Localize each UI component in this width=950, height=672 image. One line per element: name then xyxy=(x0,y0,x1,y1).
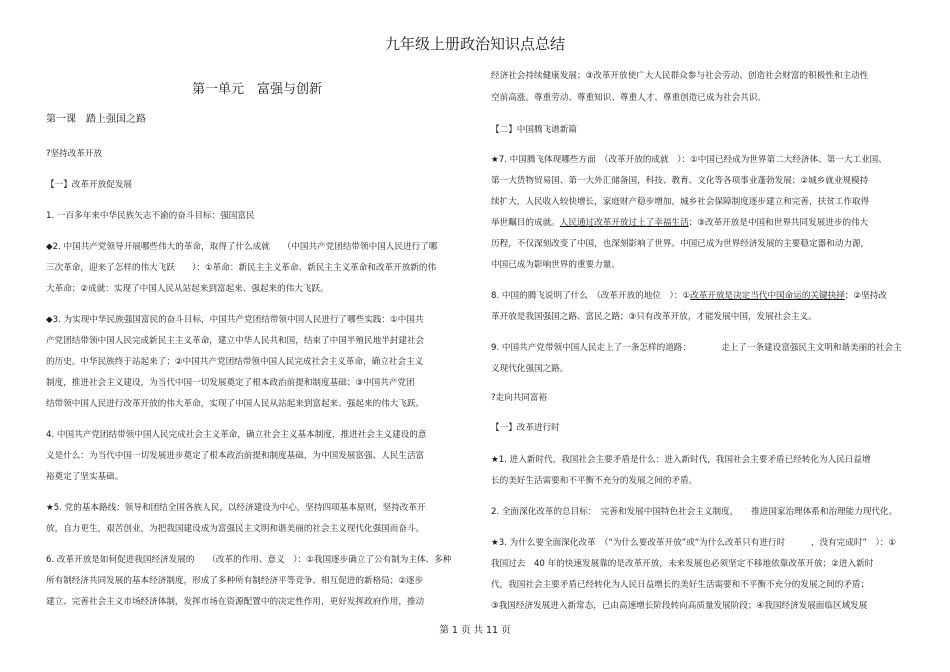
paragraph-line: 历程，不仅深刻改变了中国，也深刻影响了世界。中国已成为世界经济发展的主要稳定器和动力源， xyxy=(491,239,870,249)
paragraph-line: 的历史。中华民族终于站起来了；②中国共产党团结带领中国人民完成社会主义革命，确立社会主义 xyxy=(46,357,424,367)
line-text: 8. 中国的腾飞说明了什么 （改革开放的地位 ）：① xyxy=(491,291,691,301)
paragraph-line: 三次革命，迎来了怎样的伟大飞跃 ）：①革命：新民主主义革命、新民主主义革命和改革开放新的伟 xyxy=(46,263,437,273)
paragraph-line: 2. 全面深化改革的总目标： 完善和发展中国特色社会主义制度， 推进国家治理体系和治理能力现代化。 xyxy=(491,507,898,517)
paragraph-line: ★1. 进入新时代，我国社会主要矛盾是什么：进入新时代，我国社会主要矛盾已经转化为人民日益增 xyxy=(491,455,871,465)
underlined-text: 人民通过改革开放过上了幸福生活 xyxy=(559,218,689,228)
paragraph-line: ★3. 为什么要全面深化改革 （“为什么要改革开放”或“为什么改革只有进行时 ，没有完成时” ）：① xyxy=(491,538,897,548)
paragraph-line: 中国已成为影响世界的重要力量。 xyxy=(491,260,620,270)
line-text: ；②坚持改 xyxy=(844,291,887,301)
paragraph-line: 大革命；②成就：实现了中国人民从站起来到富起来、强起来的伟大飞跃。 xyxy=(46,284,329,294)
paragraph-line: 第一大货物贸易国、第一大外汇储备国，科技、教育、文化等各项事业蓬勃发展；②城乡就业规模持 xyxy=(491,176,869,186)
paragraph-line: 建立、完善社会主义市场经济体制，发挥市场在资源配置中的决定性作用，更好发挥政府作用，推动 xyxy=(46,597,425,607)
paragraph-line: 9. 中国共产党带领中国人民走上了一条怎样的道路： 走上了一条建设富强民主文明和谐美丽的社会主 xyxy=(491,343,902,353)
unit-title: 第一单元 富强与创新 xyxy=(192,82,323,97)
paragraph-line: ◆3. 为实现中华民族强国富民的奋斗目标，中国共产党团结带领中国人民进行了哪些实践：①中国共 xyxy=(46,315,424,325)
paragraph-line: 制度，推进社会主义建设，为当代中国一切发展奠定了根本政治前提和制度基础；③中国共产党团 xyxy=(46,378,415,388)
paragraph-line: 裕奠定了坚实基础。 xyxy=(46,472,124,482)
underlined-text: 改革开放是决定当代中国命运的关键抉择 xyxy=(690,291,845,301)
paragraph-line: 长的美好生活需要和不平衡不充分的发展之间的矛盾。 xyxy=(491,476,698,486)
paragraph-line: 所有制经济共同发展的基本经济制度，形成了多种所有制经济平等竞争、相互促进的新格局；②逐步 xyxy=(46,576,424,586)
paragraph-line: ★7. 中国腾飞体现哪些方面 （改革开放的成就 ）：①中国已经成为世界第二大经济体、第一大工业国、 xyxy=(491,155,887,165)
document-title: 九年级上册政治知识点总结 xyxy=(384,35,565,53)
paragraph-line: 义是什么：为当代中国一切发展进步奠定了根本政治前提和制度基础，为中国发展富强、人民生活富 xyxy=(46,451,425,461)
paragraph-line: 空前高涨。尊重劳动、尊重知识、尊重人才、尊重创造已成为社会共识。 xyxy=(491,93,767,103)
section-heading: ?走向共同富裕 xyxy=(491,393,548,403)
paragraph-line: 4. 中国共产党团结带领中国人民完成社会主义革命，确立社会主义基本制度，推进社会主义建设的意 xyxy=(46,430,427,440)
paragraph-line: 我国过去 40 年的快速发展靠的是改革开放，未来发展也必须坚定不移地依靠改革开放；②进入新时 xyxy=(491,559,874,569)
subsection-heading: 【一】改革进行时 xyxy=(491,423,560,433)
paragraph-line: 放，自力更生，艰苦创业，为把我国建设成为富强民主文明和谐美丽的社会主义现代化强国而奋斗。 xyxy=(46,524,425,534)
subsection-heading: 【一】改革开放促发展 xyxy=(46,180,132,190)
paragraph-line: ★5. 党的基本路线：领导和团结全国各族人民，以经济建设为中心，坚持四项基本原则，坚持改革开 xyxy=(46,503,426,513)
paragraph-line xyxy=(491,286,887,306)
paragraph-line: ◆2. 中国共产党领导开展哪些伟大的革命，取得了什么成就 （中国共产党团结带领中国人民进行了哪 xyxy=(46,242,438,252)
paragraph-line: 1. 一百多年来中华民族矢志不渝的奋斗目标：强国富民 xyxy=(46,211,255,221)
page-footer: 第 1 页 共 11 页 xyxy=(439,625,511,636)
paragraph-line: 革开放是我国强国之路、富民之路；③只有改革开放，才能发展中国，发展社会主义。 xyxy=(491,312,817,322)
paragraph-line xyxy=(491,213,868,233)
paragraph-line: 结带领中国人民进行改革开放的伟大革命，实现了中国人民从站起来到富起来、强起来的伟大飞跃。 xyxy=(46,399,425,409)
subsection-heading: 【二】中国腾飞谱新篇 xyxy=(491,125,577,135)
line-text: 举世瞩目的成就。 xyxy=(491,218,560,228)
section-heading: ?坚持改革开放 xyxy=(46,149,103,159)
line-text: ；③改革开放是中国和世界共同发展进步的伟大 xyxy=(688,218,869,228)
paragraph-line: 续扩大，人民收入较快增长，家庭财产稳步增加，城乡社会保障制度逐步建立和完善，扶贫工作取得 xyxy=(491,197,870,207)
paragraph-line: 6. 改革开放是如何促进我国经济发展的 （改革的作用、意义 ）：①我国逐步确立了公有制为主体、多种 xyxy=(46,555,452,565)
paragraph-line: 代，我国社会主要矛盾已经转化为人民日益增长的美好生活需要和不平衡不充分的发展之间的矛盾； xyxy=(491,580,870,590)
paragraph-line: 经济社会持续健康发展；③改革开放使广大人民群众参与社会劳动、创造社会财富的积极性和主动性 xyxy=(491,71,869,81)
paragraph-line: 产党团结带领中国人民完成新民主主义革命，建立中华人民共和国，结束了中国半殖民地半封建社会 xyxy=(46,336,425,346)
paragraph-line: 义现代化强国之路。 xyxy=(491,364,569,374)
lesson-heading: 第一课 踏上强国之路 xyxy=(46,114,146,125)
paragraph-line: ③我国经济发展进入新常态，已由高速增长阶段转向高质量发展阶段；④我国经济发展面临区域发展 xyxy=(491,601,868,611)
